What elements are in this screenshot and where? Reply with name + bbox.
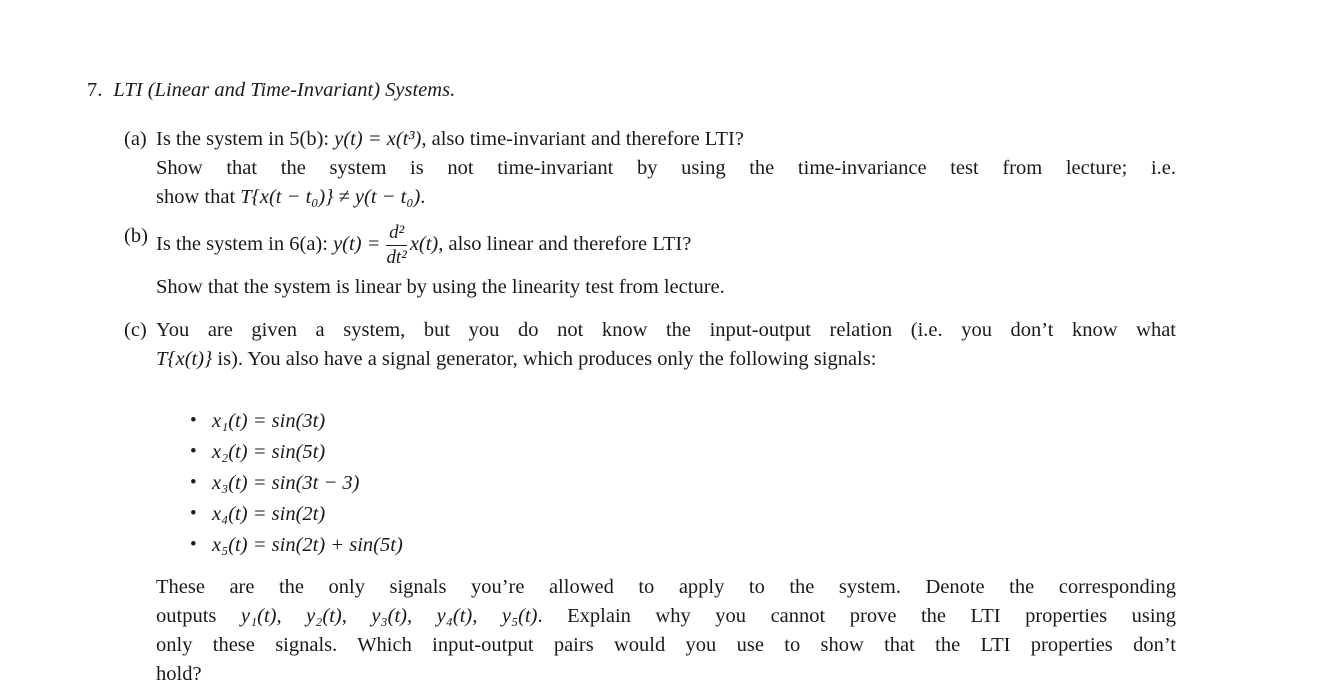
- part-a-instruction-text1: Show that the system is not time-invariant by using the time-invariance test from lecture; i.e.: [156, 157, 1176, 179]
- part-c-outro-text1: These are the only signals you’re allowed to apply to the system. Denote the corresponding: [156, 576, 1176, 598]
- part-b-question-post: , also linear and therefore LTI?: [438, 233, 692, 256]
- list-item-signal-3: [190, 468, 1176, 499]
- signal-list: [190, 406, 1176, 561]
- signal-3-formula: x₃(t) = sin(3t − 3): [212, 472, 360, 494]
- part-c-outro-pre: outputs: [156, 605, 241, 627]
- part-a-label: (a): [124, 128, 147, 150]
- part-c-outro-post: . Explain why you cannot prove the LTI properties using: [537, 605, 1177, 627]
- part-a-instruction-math: T{x(t − t₀)} ≠ y(t − t₀): [240, 186, 421, 208]
- part-b-label: (b): [124, 225, 148, 247]
- part-b-question-pre: Is the system in 6(a):: [156, 233, 334, 256]
- list-item-signal-1: [190, 406, 1176, 437]
- part-c-intro-math: T{x(t)}: [156, 348, 213, 370]
- part-c-intro-post: is). You also have a signal generator, which produces only the following signals:: [212, 348, 877, 370]
- part-b-question-lhs: y(t) =: [333, 233, 381, 256]
- list-item-signal-4: [190, 499, 1176, 530]
- part-c-outro-line3: [156, 631, 1176, 660]
- part-c-intro-text1: You are given a system, but you do not know the input-output relation (i.e. you don’t know what: [156, 319, 1176, 341]
- part-b: [124, 222, 1176, 302]
- part-a-instruction-post: .: [420, 186, 426, 208]
- part-b-question-rhs: x(t): [409, 233, 439, 256]
- part-a-question-post: , also time-invariant and therefore LTI?: [421, 128, 744, 150]
- signal-4-formula: x₄(t) = sin(2t): [212, 503, 326, 525]
- part-c-intro-line2: [156, 345, 1176, 374]
- bullet-icon: •: [190, 472, 197, 493]
- part-c-outro-line1: [156, 573, 1176, 602]
- part-c-label: (c): [124, 319, 147, 341]
- bullet-icon: •: [190, 503, 197, 524]
- part-b-instruction: [156, 273, 1176, 302]
- part-a-body: [156, 125, 1176, 212]
- part-c-outro: [156, 573, 1176, 689]
- bullet-icon: •: [190, 534, 197, 555]
- part-c: [124, 316, 1176, 689]
- fraction-numerator: d²: [386, 222, 407, 246]
- part-a-instruction-line1: [156, 154, 1176, 183]
- part-a-instruction-line2: [156, 183, 1176, 212]
- part-b-body: [156, 222, 1176, 302]
- signal-2-formula: x₂(t) = sin(5t): [212, 441, 326, 463]
- part-c-outro-text4: hold?: [156, 663, 202, 685]
- list-item-signal-5: [190, 530, 1176, 561]
- part-a: [124, 125, 1176, 212]
- signal-5-formula: x₅(t) = sin(2t) + sin(5t): [212, 534, 403, 556]
- fraction-denominator: dt²: [386, 247, 407, 268]
- part-c-intro-line1: [156, 316, 1176, 345]
- part-c-outro-math: y₁(t), y₂(t), y₃(t), y₄(t), y₅(t): [240, 605, 538, 627]
- part-c-body: [156, 316, 1176, 689]
- bullet-icon: •: [190, 441, 197, 462]
- part-a-question-math: y(t) = x(t³): [334, 128, 422, 150]
- part-c-outro-text3: only these signals. Which input-output pairs would you use to show that the LTI properties don’t: [156, 634, 1176, 656]
- problem-parts: [124, 125, 1176, 689]
- part-a-question-pre: Is the system in 5(b):: [156, 128, 335, 150]
- signal-1-formula: x₁(t) = sin(3t): [212, 410, 326, 432]
- part-b-instruction-text: Show that the system is linear by using the linearity test from lecture.: [156, 276, 725, 298]
- problem-heading: [87, 0, 1337, 105]
- derivative-fraction: [385, 222, 407, 269]
- part-a-instruction-pre: show that: [156, 186, 241, 208]
- bullet-icon: •: [190, 410, 197, 431]
- part-c-outro-line4: [156, 660, 1176, 689]
- problem-title: LTI (Linear and Time-Invariant) Systems.: [113, 79, 456, 101]
- problem-number: 7.: [87, 79, 103, 101]
- part-b-question: [156, 222, 1176, 269]
- part-a-question: [156, 125, 1176, 154]
- part-c-outro-line2: [156, 602, 1176, 631]
- list-item-signal-2: [190, 437, 1176, 468]
